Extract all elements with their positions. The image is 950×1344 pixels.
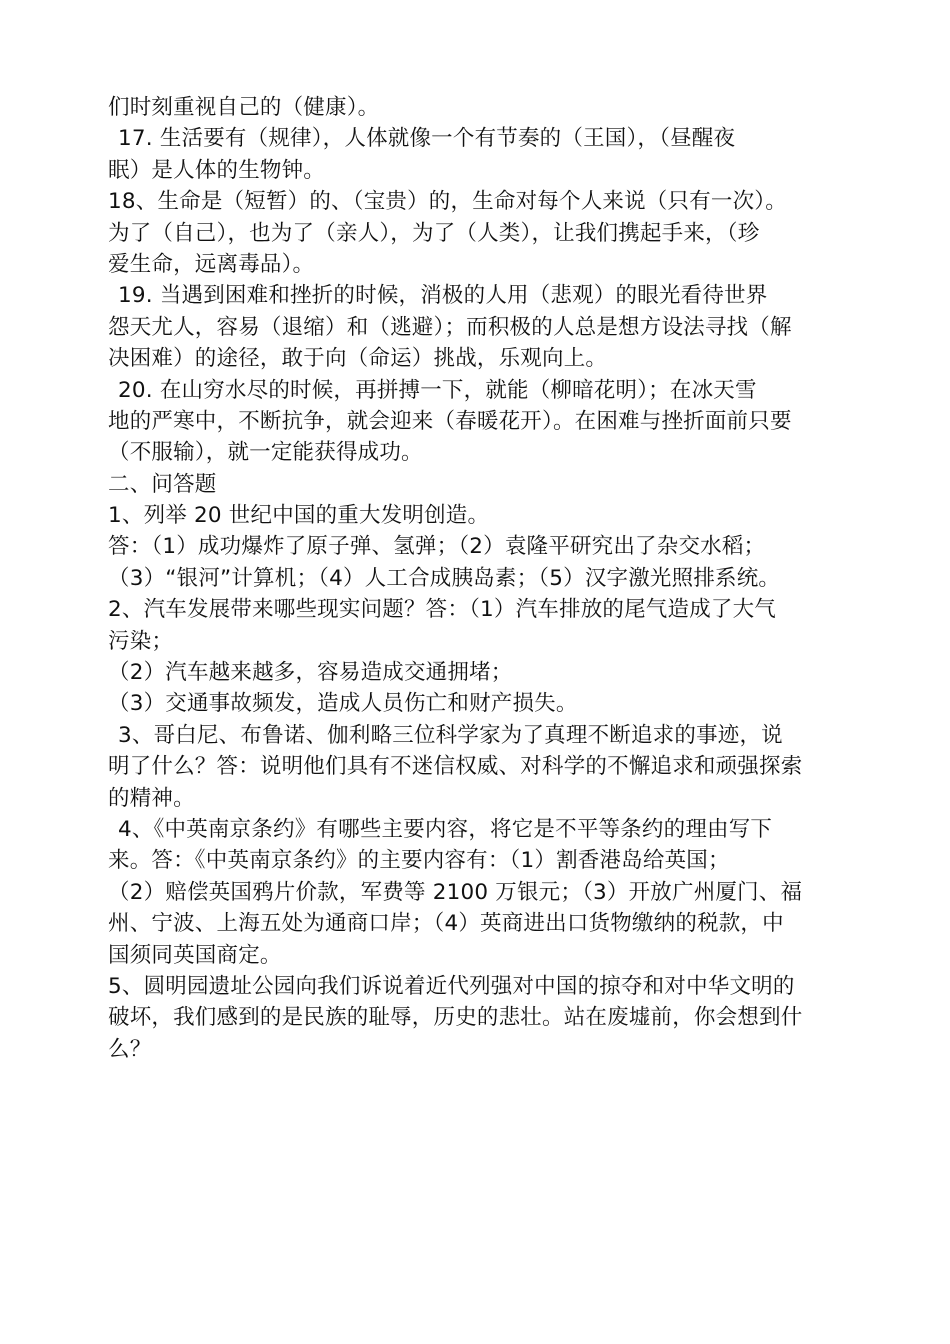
question-line: 5、圆明园遗址公园向我们诉说着近代列强对中国的掠夺和对中华文明的: [108, 973, 795, 999]
text-line: 怨天尤人，容易（退缩）和（逃避）；而积极的人总是想方设法寻找（解: [108, 314, 792, 340]
text-line: 18、生命是（短暂）的、（宝贵）的，生命对每个人来说（只有一次）。: [108, 189, 787, 215]
text-line: 20. 在山穷水尽的时候，再拼搏一下，就能（柳暗花明）；在冰天雪: [118, 377, 757, 403]
text-line: 为了（自己），也为了（亲人），为了（人类），让我们携起手来，（珍: [108, 220, 760, 246]
answer-line: （2）汽车越来越多，容易造成交通拥堵；: [108, 660, 513, 686]
text-line: 17. 生活要有（规律），人体就像一个有节奏的（王国），（昼醒夜: [118, 126, 736, 152]
text-line: 地的严寒中，不断抗争，就会迎来（春暖花开）。在困难与挫折面前只要: [108, 408, 792, 434]
answer-line: 的精神。: [108, 785, 195, 811]
question-line: 3、哥白尼、布鲁诺、伽利略三位科学家为了真理不断追求的事迹，说: [118, 722, 783, 748]
answer-line: 州、宁波、上海五处为通商口岸；（4）英商进出口货物缴纳的税款，中: [108, 911, 784, 937]
answer-line: （3）交通事故频发，造成人员伤亡和财产损失。: [108, 691, 578, 717]
answer-line: （2）赔偿英国鸦片价款，军费等 2100 万银元；（3）开放广州厦门、福: [108, 879, 803, 905]
text-line: （不服输），就一定能获得成功。: [108, 440, 423, 466]
text-line: 们时刻重视自己的（健康）。: [108, 95, 380, 120]
answer-line: 明了什么？答：说明他们具有不迷信权威、对科学的不懈追求和顽强探索: [108, 754, 803, 780]
text-line: 19. 当遇到困难和挫折的时候，消极的人用（悲观）的眼光看待世界: [118, 283, 768, 309]
question-line: 1、列举 20 世纪中国的重大发明创造。: [108, 503, 490, 529]
section-heading: 二、问答题: [108, 471, 217, 497]
answer-line: 污染；: [108, 628, 174, 654]
text-line: 决困难）的途径，敢于向（命运）挑战，乐观向上。: [108, 346, 608, 372]
question-line: 4、《中英南京条约》有哪些主要内容，将它是不平等条约的理由写下: [118, 816, 773, 842]
text-line: 爱生命，远离毒品）。: [108, 251, 315, 277]
question-line: 么？: [108, 1036, 152, 1062]
question-line: 2、汽车发展带来哪些现实问题？答：（1）汽车排放的尾气造成了大气: [108, 597, 777, 623]
answer-line: （3）“银河”计算机；（4）人工合成胰岛素；（5）汉字激光照排系统。: [108, 565, 781, 591]
answer-line: 答：（1）成功爆炸了原子弹、氢弹；（2）袁隆平研究出了杂交水稻；: [108, 534, 766, 560]
text-line: 眠）是人体的生物钟。: [108, 157, 326, 183]
answer-line: 来。答：《中英南京条约》的主要内容有：（1）割香港岛给英国；: [108, 848, 730, 874]
document-body: [108, 92, 868, 1065]
answer-line: 国须同英国商定。: [108, 942, 282, 968]
question-line: 破坏，我们感到的是民族的耻辱，历史的悲壮。站在废墟前，你会想到什: [108, 1005, 803, 1031]
